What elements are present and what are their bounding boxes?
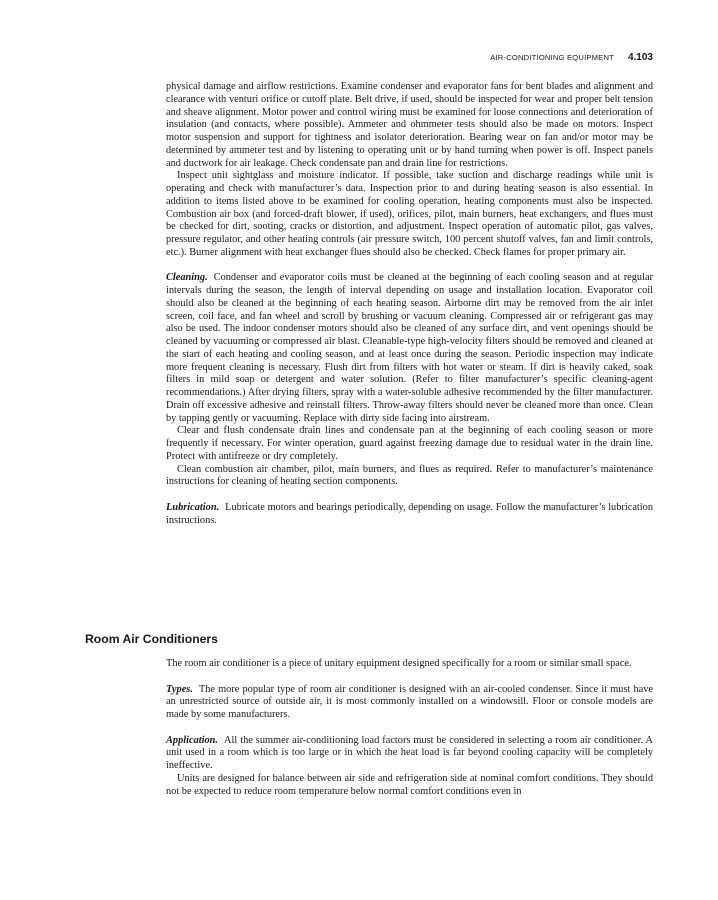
types-text: The more popular type of room air conditioner is designed with an air-cooled condenser. Since it must have an unrestricted source of outside air, it is most commonly installed on a windowsill. Floor or console models are made by some manufacturers. [166,683,653,720]
paragraph-condensate: Clear and flush condensate drain lines and condensate pan at the beginning of each cooling season or more frequently if necessary. For winter operation, guard against freezing damage due to residual water in the drain line. Protect with antifreeze or dry completely. [166,425,653,462]
lubrication-text: Lubricate motors and bearings periodically, depending on usage. Follow the manufacturer’s lubrication instructions. [166,501,653,526]
paragraph-application [166,735,653,773]
lubrication-heading: Lubrication. [166,501,220,513]
page-header [0,52,653,63]
section-heading-room-air-conditioners: Room Air Conditioners [85,632,218,646]
body-text-room-air-conditioners [166,658,653,798]
paragraph-lubrication [166,502,653,528]
paragraph-sightglass: Inspect unit sightglass and moisture indicator. If possible, take suction and discharge readings while unit is operating and check with manufacturer’s data. Inspection prior to and during heating season is also essential. In addition to items listed above to be examined for cooling operation, heating components must also be inspected. Combustion air box (and forced-draft blower, if used), orifices, pilot, main burners, heat exchangers, and flues must be checked for dirt, sooting, cracks or distortion, and adjustment. Inspect operation of automatic pilot, gas valves, pressure regulator, and other heating controls (air pressure switch, 100 percent shutoff valves, fan and limit controls, etc.). Burner alignment with heat exchanger flues should also be checked. Check flames for proper primary air. [166,170,653,258]
paragraph-cleaning [166,272,653,425]
body-text-maintenance [166,81,653,527]
cleaning-heading: Cleaning. [166,272,208,284]
types-heading: Types. [166,683,193,695]
paragraph-intro: The room air conditioner is a piece of unitary equipment designed specifically for a room or similar small space. [166,658,632,669]
paragraph-inspection: physical damage and airflow restrictions. Examine condenser and evaporator fans for bent blades and alignment and clearance with venturi orifice or cutoff plate. Belt drive, if used, should be inspected for wear and proper belt tension and sheave alignment. Motor power and control wiring must be examined for loose connections and deterioration of insulation (and contacts, where possible). Ammeter and ohmmeter tests should also be made on motors. Inspect motor suspension and support for tightness and isolator deterioration. Bearing wear on fan and/or motor may be determined by ammeter test and by listening to operating unit or by hand turning when power is off. Inspect panels and ductwork for air leakage. Check condensate pan and drain line for restrictions. [166,81,653,169]
application-heading: Application. [166,734,219,746]
paragraph-combustion: Clean combustion air chamber, pilot, main burners, and flues as required. Refer to manufacturer’s maintenance instructions for cleaning of heating section components. [166,463,653,488]
cleaning-text: Condenser and evaporator coils must be cleaned at the beginning of each cooling season and at regular intervals during the season, the length of interval depending on usage and installation location. Evaporator coil should also be cleaned at the beginning of each heating season. Airborne dirt may be removed from the air inlet screen, coil face, and fan wheel and scroll by brushing or vacuum cleaning. Compressed air or refrigerant gas may also be used. The indoor condenser motors should also be cleaned of any surface dirt, and vent openings should be cleaned by vacuuming or compressed air blast. Cleanable-type high-velocity filters should be removed and cleaned at the start of each heating and cooling season, and at least once during the season. Periodic inspection may indicate more frequent cleaning is necessary. Flush dirt from filters with hot water or steam. If dirt is heavily caked, soak filters in mild soap or detergent and water solution. (Refer to filter manufacturer’s specific cleaning-agent recommendations.) After drying filters, spray with a water-soluble adhesive recommended by the filter manufacturer. Drain off excessive adhesive and reinstall filters. Throw-away filters should never be cleaned more than once. Clean by tapping gently or vacuuming. Replace with dirty side facing into airstream. [166,272,653,424]
page-number: 4.103 [627,52,653,63]
paragraph-units-balance: Units are designed for balance between air side and refrigeration side at nominal comfort conditions. They should not be expected to reduce room temperature below normal comfort conditions even in [166,772,653,797]
application-text: All the summer air-conditioning load factors must be considered in selecting a room air conditioner. A unit used in a room which is too large or in which the heat load is far beyond cooling capacity will be completely ineffective. [166,734,653,771]
running-head: AIR-CONDITIONING EQUIPMENT [490,53,614,62]
paragraph-types [166,684,653,722]
